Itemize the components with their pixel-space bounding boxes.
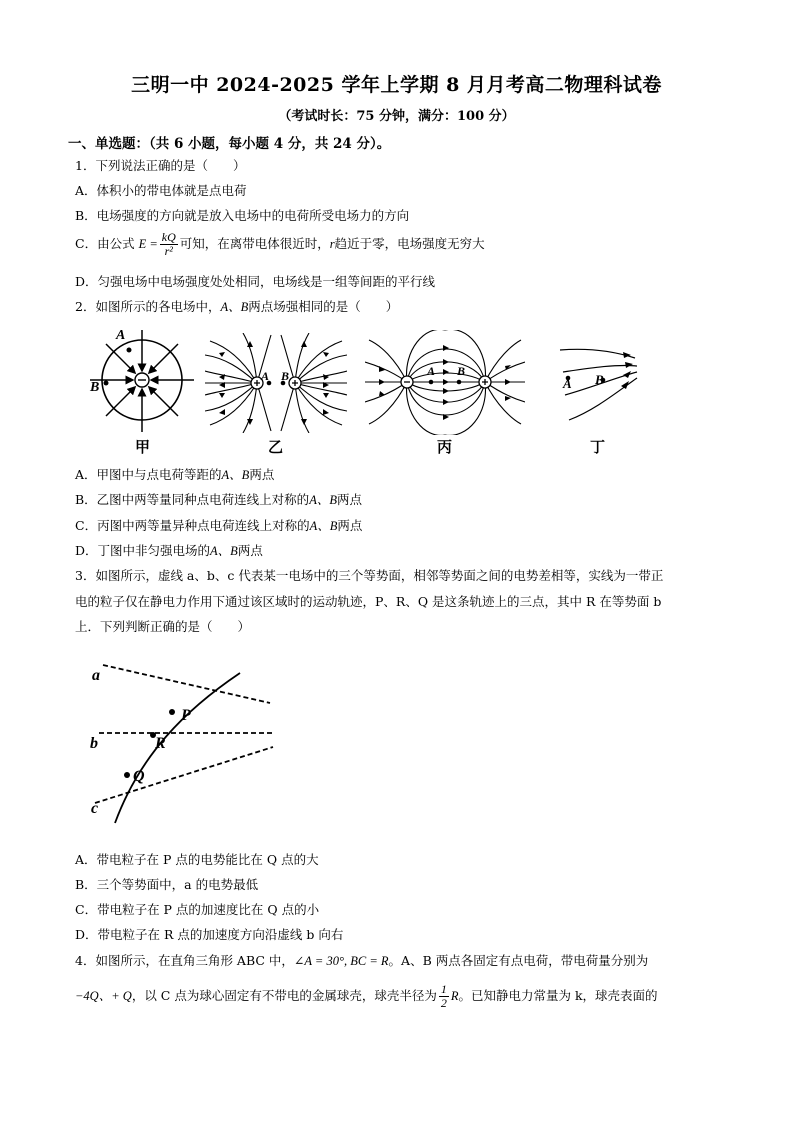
q4-stem-line2 — [75, 983, 658, 1010]
q2-c-suffix: 两点 — [337, 518, 363, 533]
q1-option-b: B．电场强度的方向就是放入电场中的电荷所受电场力的方向 — [75, 208, 410, 223]
q2-figure-jia — [88, 328, 198, 438]
q1-c-equation: E = — [138, 237, 158, 251]
q3-option-d: D．带电粒子在 R 点的加速度方向沿虚线 b 向右 — [75, 927, 344, 942]
q1-stem: 1．下列说法正确的是（ ） — [75, 158, 246, 173]
q1-c-prefix: C．由公式 — [75, 236, 135, 251]
q2-c-prefix: C．丙图中两等量异种点电荷连线上对称的 — [75, 518, 310, 533]
q1-c-text-b: 趋近于零，电场强度无穷大 — [334, 236, 485, 251]
q2-bing-point-a: A — [427, 364, 436, 378]
q3-label-c: c — [91, 800, 99, 817]
q3-option-b: B．三个等势面中，a 的电势最低 — [75, 877, 259, 892]
q3-label-b: b — [90, 735, 98, 752]
q1-c-text-a: 可知，在离带电体很近时， — [179, 236, 330, 251]
q2-yi-point-b: B — [281, 369, 290, 383]
q4-stem-line1 — [75, 953, 648, 969]
q2-d-suffix: 两点 — [237, 543, 263, 558]
q3-label-p: P — [181, 707, 191, 724]
q4-fraction — [439, 983, 449, 1010]
q3-option-c: C．带电粒子在 P 点的加速度比在 Q 点的小 — [75, 902, 320, 917]
q2-ding-point-a: A — [563, 376, 572, 391]
q2-stem-prefix: 2．如图所示的各电场中， — [75, 299, 221, 314]
q2-figure-yi — [205, 333, 347, 433]
q3-label-a: a — [92, 667, 100, 684]
q4-line1-equation: ∠A = 30°, BC = R — [293, 954, 389, 968]
q1-c-numerator: kQ — [161, 230, 176, 244]
q4-frac-r: R — [450, 989, 459, 1003]
q4-frac-denominator: 2 — [440, 996, 447, 1010]
q2-figure-bing — [365, 330, 525, 435]
q4-frac-numerator: 1 — [440, 982, 447, 996]
q4-line1-prefix: 4．如图所示，在直角三角形 ABC 中， — [75, 953, 294, 968]
q4-line2-suffix: 。已知静电力常量为 k，球壳表面的 — [458, 988, 658, 1003]
q2-stem-suffix: 两点场强相同的是（ ） — [248, 299, 399, 314]
q1-c-denominator: r² — [164, 244, 173, 258]
q1-option-a: A．体积小的带电体就是点电荷 — [75, 183, 247, 198]
q2-label-ding: 丁 — [590, 438, 606, 456]
q3-stem-line3: 上．下列判断正确的是（ ） — [75, 619, 251, 634]
q2-yi-point-a: A — [261, 369, 270, 383]
page-subtitle: （考试时长：75 分钟，满分：100 分） — [278, 109, 515, 124]
q2-b-suffix: 两点 — [336, 492, 362, 507]
q1-option-d: D．匀强电场中电场强度处处相同，电场线是一组等间距的平行线 — [75, 274, 436, 289]
q2-d-prefix: D．丁图中非匀强电场的 — [75, 543, 211, 558]
q2-stem — [75, 299, 398, 315]
q1-c-fraction — [160, 231, 178, 258]
q4-line2-equation: −4Q、+ Q — [75, 989, 132, 1003]
q2-a-suffix: 两点 — [249, 467, 275, 482]
q1-option-c — [75, 231, 485, 258]
q2-ding-point-b: B — [595, 372, 604, 387]
page-title: 三明一中 2024-2025 学年上学期 8 月月考高二物理科试卷 — [131, 74, 662, 96]
q2-label-yi: 乙 — [268, 438, 284, 456]
q2-option-d — [75, 543, 263, 559]
q2-option-c — [75, 518, 362, 534]
q2-a-prefix: A．甲图中与点电荷等距的 — [75, 467, 222, 482]
q4-line1-suffix: 。A、B 两点各固定有点电荷，带电荷量分别为 — [388, 953, 649, 968]
q2-jia-point-b: B — [90, 380, 100, 395]
q2-jia-point-a: A — [116, 328, 126, 343]
q3-stem-line2: 电的粒子仅在静电力作用下通过该区域时的运动轨迹，P、R、Q 是这条轨迹上的三点，其中 R 在等势面 b — [75, 594, 662, 609]
q2-label-jia: 甲 — [135, 438, 151, 456]
q2-d-ab: A、B — [210, 544, 238, 558]
q3-label-r: R — [155, 735, 166, 752]
q2-b-ab: A、B — [309, 493, 337, 507]
q2-a-ab: A、B — [221, 468, 250, 482]
q3-figure — [85, 655, 285, 825]
q3-label-q: Q — [133, 768, 145, 785]
q2-bing-point-b: B — [457, 364, 466, 378]
q2-option-b — [75, 492, 362, 508]
q2-stem-ab: A、B — [220, 300, 249, 314]
section-heading: 一、单选题：（共 6 小题，每小题 4 分，共 24 分）。 — [68, 136, 391, 152]
q1-c-r: r — [329, 237, 335, 251]
q2-c-ab: A、B — [309, 519, 338, 533]
q2-figure-ding — [555, 340, 640, 430]
q2-label-bing: 丙 — [437, 438, 453, 456]
q2-option-a — [75, 467, 274, 483]
q3-option-a: A．带电粒子在 P 点的电势能比在 Q 点的大 — [75, 852, 319, 867]
q2-b-prefix: B．乙图中两等量同种点电荷连线上对称的 — [75, 492, 310, 507]
q4-line2-mid: ，以 C 点为球心固定有不带电的金属球壳，球壳半径为 — [131, 988, 437, 1003]
q3-stem-line1: 3．如图所示，虚线 a、b、c 代表某一电场中的三个等势面，相邻等势面之间的电势差相等，实线为一带正 — [75, 568, 664, 583]
